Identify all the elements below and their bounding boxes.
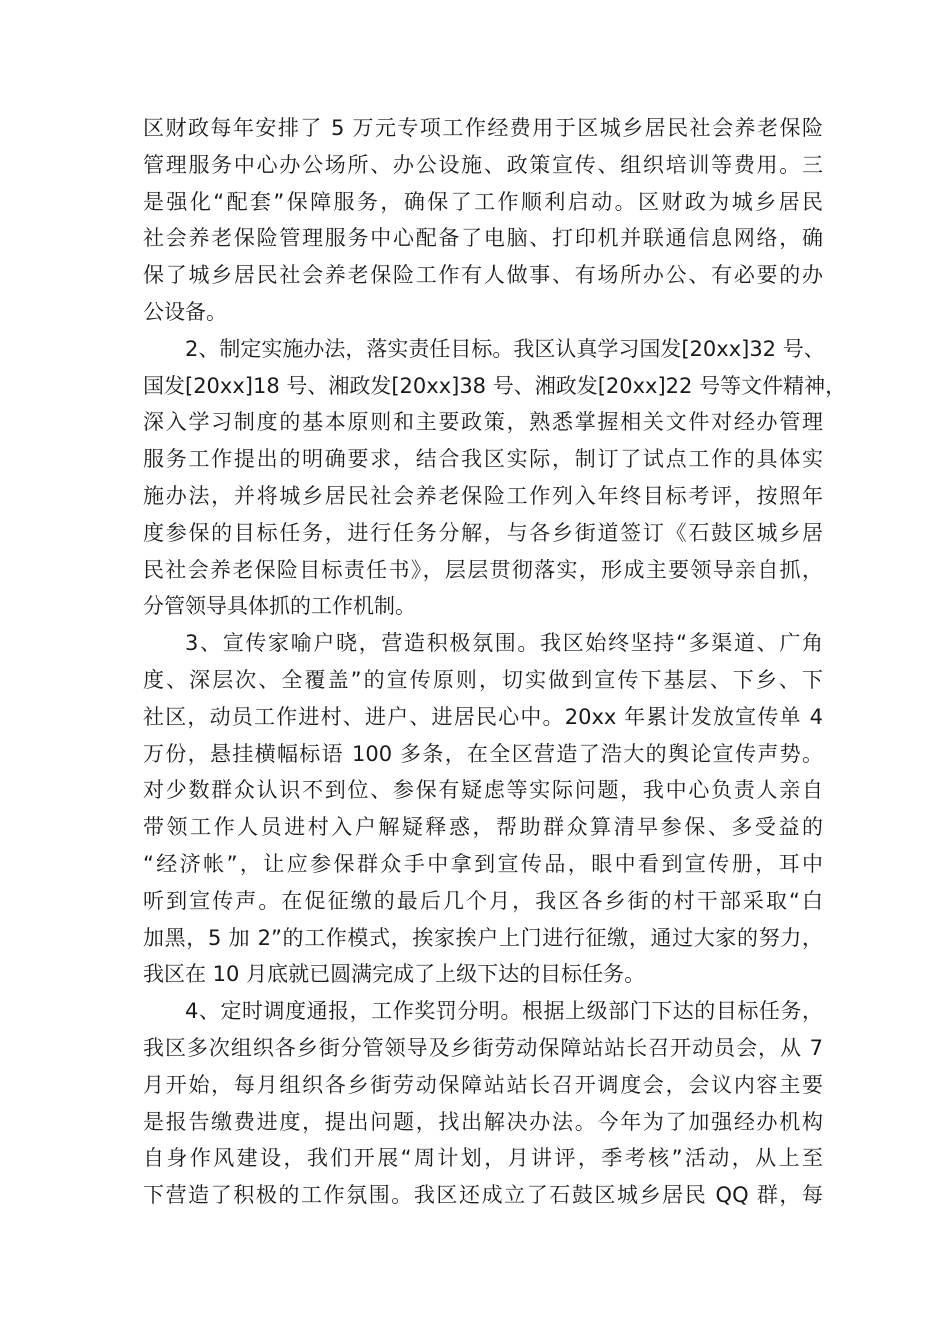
text-line: 是报告缴费进度，提出问题，找出解决办法。今年为了加强经办机构 — [143, 1109, 823, 1134]
document-body — [143, 110, 847, 1214]
text-line: 公设备。 — [143, 299, 227, 324]
text-line: 社会养老保险管理服务中心配备了电脑、打印机并联通信息网络，确 — [143, 226, 823, 251]
text-line: “经济帐”，让应参保群众手中拿到宣传品，眼中看到宣传册，耳中 — [143, 851, 823, 876]
text-line: 保了城乡居民社会养老保险工作有人做事、有场所办公、有必要的办 — [143, 263, 823, 288]
text-line: 听到宣传声。在促征缴的最后几个月，我区各乡街的村干部采取“白 — [143, 888, 823, 913]
text-line: 3、宣传家喻户晓，营造积极氛围。我区始终坚持“多渠道、广角 — [185, 631, 823, 656]
text-line: 管理服务中心办公场所、办公设施、政策宣传、组织培训等费用。三 — [143, 152, 823, 177]
text-line: 对少数群众认识不到位、参保有疑虑等实际问题，我中心负责人亲自 — [143, 778, 823, 803]
text-line: 月开始，每月组织各乡街劳动保障站站长召开调度会，会议内容主要 — [143, 1072, 823, 1097]
paragraph-scheduling — [143, 993, 823, 1214]
text-line: 2、制定实施办法，落实责任目标。我区认真学习国发[20xx]32 号、 — [185, 336, 825, 361]
text-line: 带领工作人员进村入户解疑释惑，帮助群众算清早参保、多受益的 — [143, 815, 823, 840]
text-line: 4、定时调度通报，工作奖罚分明。根据上级部门下达的目标任务， — [185, 999, 823, 1024]
text-line: 是强化“配套”保障服务，确保了工作顺利启动。区财政为城乡居民 — [143, 189, 823, 214]
text-line: 万份，悬挂横幅标语 100 多条，在全区营造了浩大的舆论宣传声势。 — [143, 741, 823, 766]
paragraph-financial-support — [143, 110, 823, 331]
text-line: 施办法，并将城乡居民社会养老保险工作列入年终目标考评，按照年 — [143, 483, 823, 508]
text-line: 加黑，5 加 2”的工作模式，挨家挨户上门进行征缴，通过大家的努力， — [143, 925, 823, 950]
text-line: 下营造了积极的工作氛围。我区还成立了石鼓区城乡居民 QQ 群，每 — [143, 1183, 823, 1208]
paragraph-publicity — [143, 625, 823, 993]
text-line: 我区在 10 月底就已圆满完成了上级下达的目标任务。 — [143, 962, 646, 987]
text-line: 度参保的目标任务，进行任务分解，与各乡街道签订《石鼓区城乡居 — [143, 520, 823, 545]
text-line: 自身作风建设，我们开展“周计划，月讲评，季考核”活动，从上至 — [143, 1146, 823, 1171]
text-line: 我区多次组织各乡街分管领导及乡街劳动保障站站长召开动员会，从 7 — [143, 1035, 823, 1060]
text-line: 度、深层次、全覆盖”的宣传原则，切实做到宣传下基层、下乡、下 — [143, 667, 823, 692]
text-line: 服务工作提出的明确要求，结合我区实际，制订了试点工作的具体实 — [143, 447, 823, 472]
text-line: 国发[20xx]18 号、湘政发[20xx]38 号、湘政发[20xx]22 号等文件精神， — [143, 373, 847, 398]
text-line: 区财政每年安排了 5 万元专项工作经费用于区城乡居民社会养老保险 — [143, 116, 823, 140]
text-line: 分管领导具体抓的工作机制。 — [143, 594, 416, 619]
text-line: 社区，动员工作进村、进户、进居民心中。20xx 年累计发放宣传单 4 — [143, 704, 823, 729]
text-line: 民社会养老保险目标责任书》，层层贯彻落实，形成主要领导亲自抓， — [143, 557, 823, 582]
text-line: 深入学习制度的基本原则和主要政策，熟悉掌握相关文件对经办管理 — [143, 410, 823, 435]
paragraph-implementation-measures — [143, 331, 847, 625]
